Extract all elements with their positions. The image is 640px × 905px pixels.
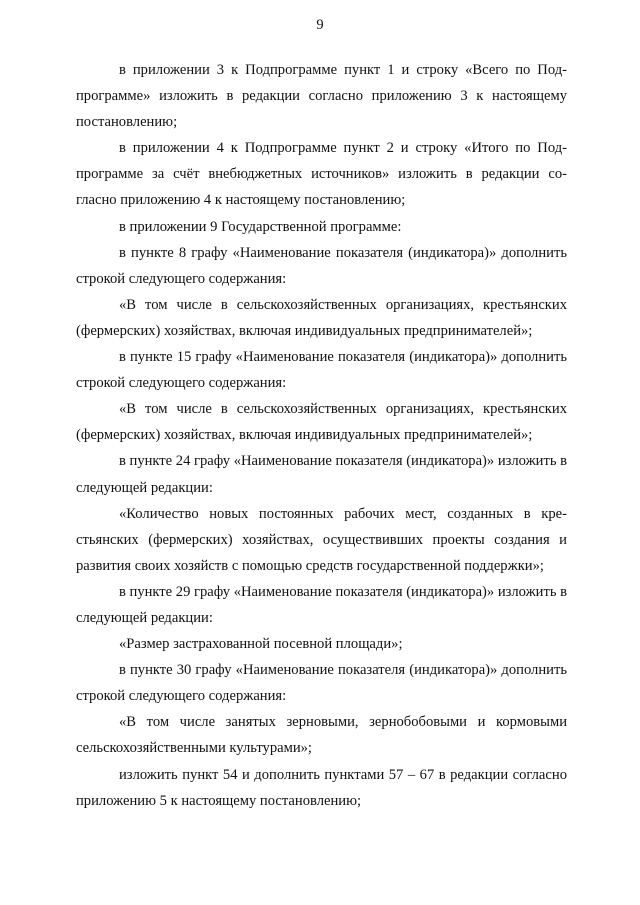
- body-line: постановлению;: [76, 114, 178, 131]
- body-line: следующей редакции:: [76, 479, 213, 496]
- body-line: (фермерских) хозяйствах, включая индивидуальных предпринимателей»;: [76, 322, 533, 339]
- body-line: в приложении 3 к Подпрограмме пункт 1 и строку «Всего по Под-: [119, 62, 567, 78]
- body-line: сельскохозяйственными культурами»;: [76, 740, 312, 757]
- body-line: в пункте 30 графу «Наименование показателя (индикатора)» дополнить: [119, 662, 567, 679]
- body-line: приложению 5 к настоящему постановлению;: [76, 792, 362, 809]
- body-line: (фермерских) хозяйствах, включая индивидуальных предпринимателей»;: [76, 427, 533, 444]
- body-line: развития своих хозяйств с помощью средств государственной поддержки»;: [76, 557, 544, 574]
- body-line: изложить пункт 54 и дополнить пунктами 57 – 67 в редакции согласно: [119, 766, 567, 783]
- body-line: программе» изложить в редакции согласно приложению 3 к настоящему: [76, 88, 567, 105]
- body-line: строкой следующего содержания:: [76, 270, 287, 287]
- body-line: в пункте 15 графу «Наименование показателя (индикатора)» дополнить: [119, 349, 567, 366]
- body-line: «В том числе в сельскохозяйственных организациях, крестьянских: [119, 296, 567, 313]
- body-line: в пункте 24 графу «Наименование показателя (индикатора)» изложить в: [119, 453, 567, 470]
- body-line: строкой следующего содержания:: [76, 688, 287, 705]
- body-line: программе за счёт внебюджетных источников» изложить в редакции со-: [76, 166, 567, 183]
- body-line: «В том числе в сельскохозяйственных организациях, крестьянских: [119, 401, 567, 418]
- body-line: «В том числе занятых зерновыми, зернобобовыми и кормовыми: [119, 714, 567, 731]
- body-line: стьянских (фермерских) хозяйствах, осуществивших проекты создания и: [76, 531, 567, 548]
- body-line: гласно приложению 4 к настоящему постановлению;: [76, 192, 406, 209]
- body-line: «Количество новых постоянных рабочих мест, созданных в кре-: [119, 505, 567, 522]
- page-number: 9: [316, 17, 324, 33]
- body-line: следующей редакции:: [76, 609, 213, 626]
- body-line: строкой следующего содержания:: [76, 375, 287, 392]
- document-body: [76, 57, 567, 814]
- body-line: в приложении 4 к Подпрограмме пункт 2 и строку «Итого по Под-: [119, 140, 567, 157]
- body-line: в пункте 29 графу «Наименование показателя (индикатора)» изложить в: [119, 583, 567, 600]
- body-line: в приложении 9 Государственной программе:: [119, 218, 402, 235]
- body-line: в пункте 8 графу «Наименование показателя (индикатора)» дополнить: [119, 244, 567, 261]
- body-line: «Размер застрахованной посевной площади»;: [119, 636, 403, 653]
